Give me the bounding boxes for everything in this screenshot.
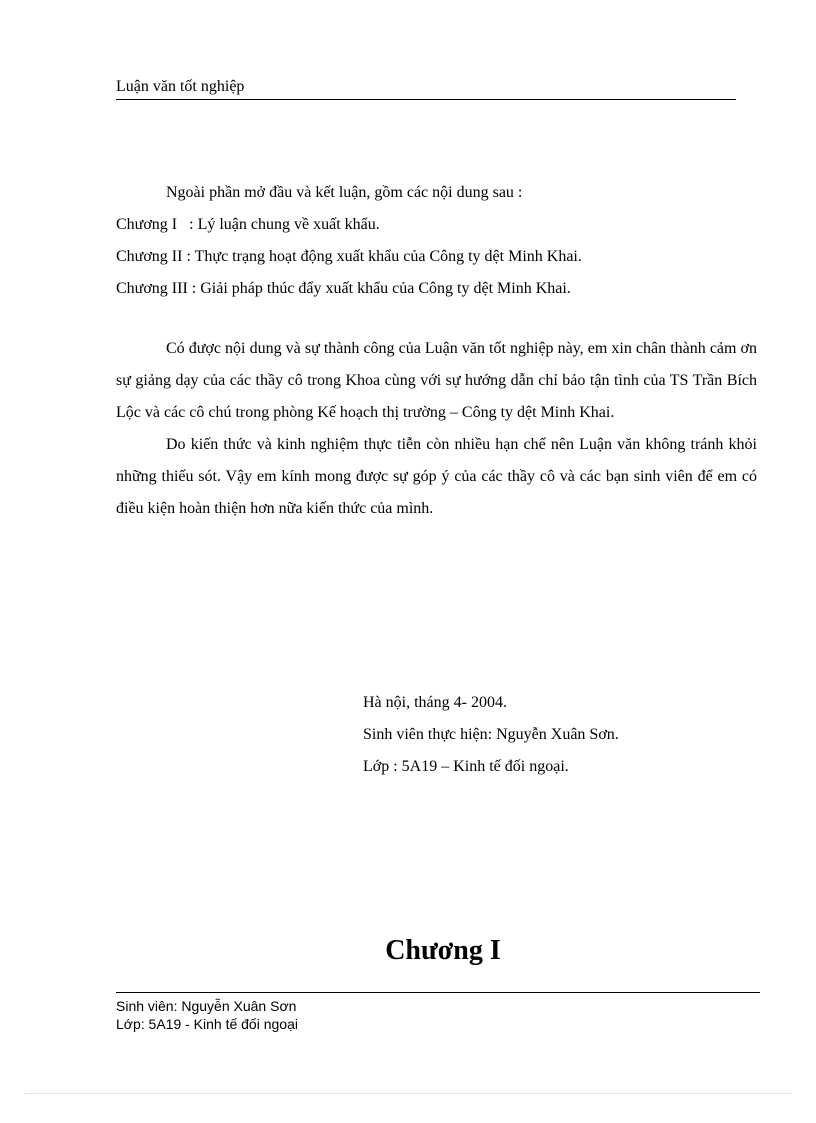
footer-student: Sinh viên: Nguyễn Xuân Sơn [116, 998, 297, 1014]
place-date: Hà nội, tháng 4- 2004. [363, 694, 507, 711]
header-title: Luận văn tốt nghiệp [116, 78, 245, 95]
signature-block [363, 687, 619, 783]
student-class: Lớp : 5A19 – Kinh tế đối ngoại. [363, 758, 569, 775]
intro-section [116, 177, 757, 305]
chapter-list-item: Chương I : Lý luận chung về xuất khẩu. [116, 216, 380, 233]
acknowledgement-paragraph: Có được nội dung và sự thành công của Luận văn tốt nghiệp này, em xin chân thành cảm ơn sự giảng dạy của các thầy cô trong Khoa cùng với sự hướng dẫn chỉ bảo tận tình của TS Trần Bích Lộc và các cô chú trong phòng Kế hoạch thị trường – Công ty dệt Minh Khai. [116, 340, 757, 421]
chapter-list-item: Chương III : Giải pháp thúc đẩy xuất khẩu của Công ty dệt Minh Khai. [116, 280, 571, 297]
student-name: Sinh viên thực hiện: Nguyễn Xuân Sơn. [363, 726, 619, 743]
acknowledgement-paragraph: Do kiến thức và kinh nghiệm thực tiễn còn nhiều hạn chế nên Luận văn không tránh khỏi những thiếu sót. Vậy em kính mong được sự góp ý của các thầy cô và các bạn sinh viên để em có điều kiện hoàn thiện hơn nữa kiến thức của mình. [116, 436, 757, 517]
chapter-heading: Chương I [385, 935, 501, 966]
page-bottom-edge [24, 1093, 792, 1094]
footer-class: Lớp: 5A19 - Kinh tế đối ngoại [116, 1016, 298, 1032]
page-header [116, 77, 736, 100]
page-footer [116, 992, 760, 1033]
intro-lead: Ngoài phần mở đầu và kết luận, gồm các nội dung sau : [166, 184, 523, 201]
acknowledgement-section [116, 333, 757, 525]
chapter-list-item: Chương II : Thực trạng hoạt động xuất khẩu của Công ty dệt Minh Khai. [116, 248, 582, 265]
